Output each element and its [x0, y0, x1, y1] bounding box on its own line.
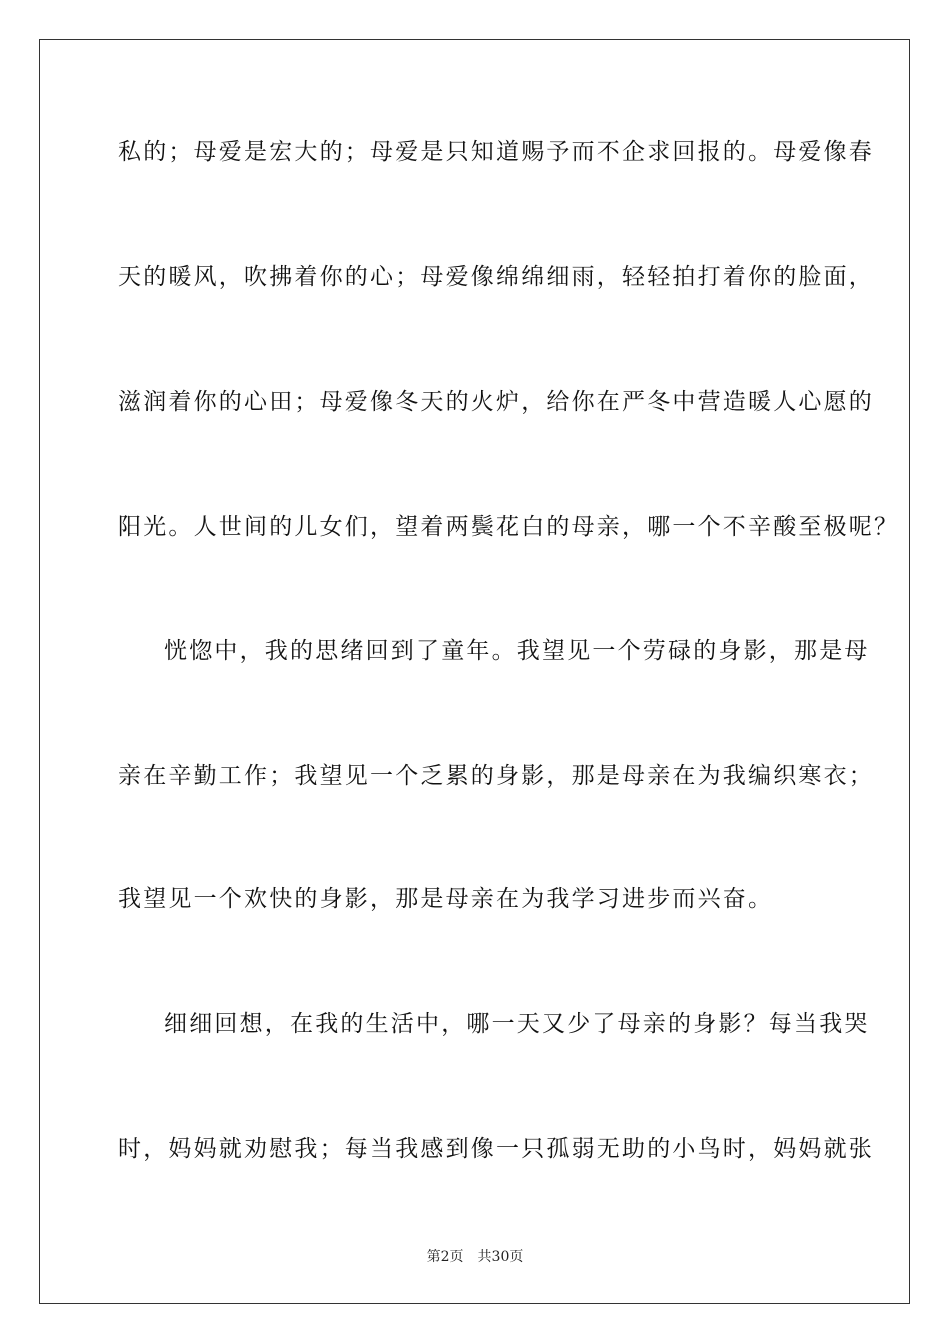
page-footer: [0, 1248, 950, 1266]
text-line: 滋润着你的心田；母爱像冬天的火炉，给你在严冬中营造暖人心愿的: [118, 389, 874, 415]
text-line: 亲在辛勤工作；我望见一个乏累的身影，那是母亲在为我编织寒衣；: [118, 763, 874, 789]
page-border: [39, 39, 910, 1304]
paragraph-start-line: 恍惚中，我的思绪回到了童年。我望见一个劳碌的身影，那是母: [164, 638, 870, 664]
page-number: 第2页: [426, 1249, 464, 1265]
paragraph-start-line: 细细回想，在我的生活中，哪一天又少了母亲的身影？每当我哭: [164, 1011, 870, 1037]
total-pages: 共30页: [477, 1249, 524, 1265]
text-line: 私的；母爱是宏大的；母爱是只知道赐予而不企求回报的。母爱像春: [118, 139, 874, 165]
text-line: 天的暖风，吹拂着你的心；母爱像绵绵细雨，轻轻拍打着你的脸面，: [118, 264, 874, 290]
text-line: 时，妈妈就劝慰我；每当我感到像一只孤弱无助的小鸟时，妈妈就张: [118, 1136, 874, 1162]
text-line: 阳光。人世间的儿女们，望着两鬓花白的母亲，哪一个不辛酸至极呢？: [118, 514, 900, 540]
text-line: 我望见一个欢快的身影，那是母亲在为我学习进步而兴奋。: [118, 886, 774, 912]
